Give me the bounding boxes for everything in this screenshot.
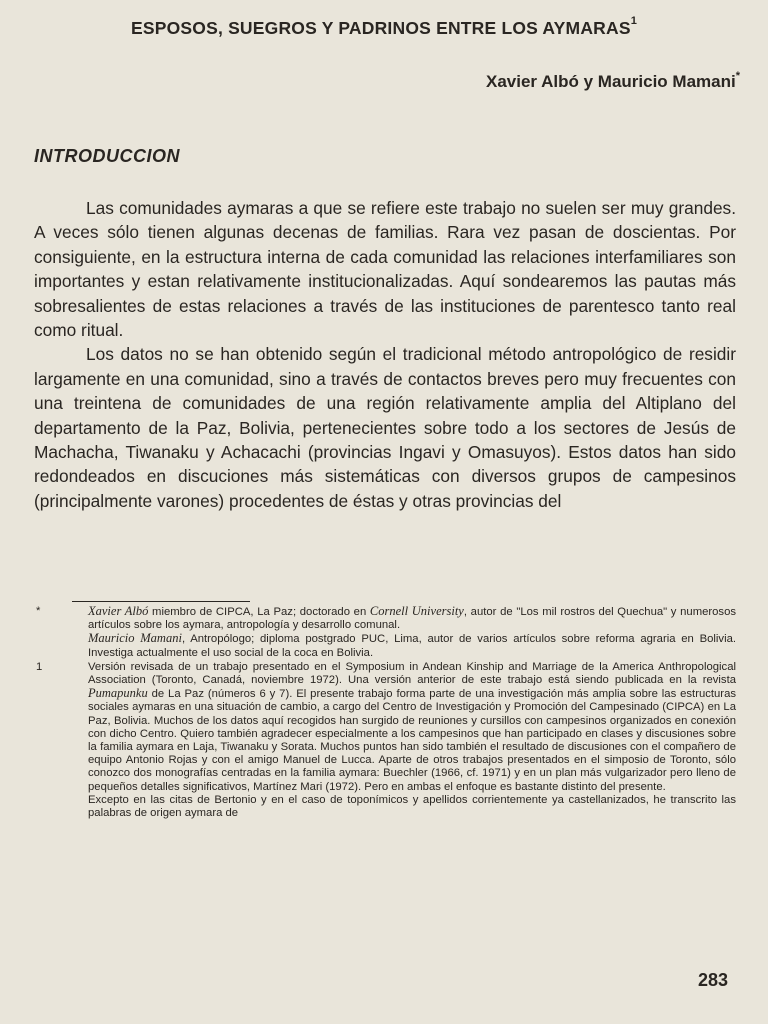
page-number: 283 — [697, 970, 728, 990]
section-heading: INTRODUCCION — [34, 146, 180, 166]
footnote-body — [88, 605, 736, 660]
footnote-mark: 1 — [36, 660, 43, 673]
authors-text: Xavier Albó y Mauricio Mamani — [485, 72, 736, 91]
body-text — [34, 196, 736, 513]
footnote-text: de La Paz (números 6 y 7). El presente trabajo forma parte de una investigación más amplia sobre las estructuras sociales aymaras en una situación de cambio, a cargo del Centro de Investigación y Promoción del Campesinado (CIPCA) en La Paz, Bolivia. Muchos de los datos aquí recogidos han surgido de reuniones y cursillos con campesinos organizados en conexión con dicho Centro. Quiero también agradecer especialmente a los campesinos que han participado en clases y discusiones sobre la familia aymara en Laja, Tiwanaku y Sorata. Muchos puntos han sido también el resultado de discusiones con el compañero de equipo Antonio Rojas y con el amigo Manuel de Lucca. Aparte de otros trabajos presentados en el simposio de Toronto, sólo conozco dos monografías centradas en la familia aymara: Buechler (1966, cf. 1971) y en un plan más vulgarizador pero lleno de pequeños detalles significativos, Martínez Mari (1972). Pero en ambas el enfoque es bastante distinto del presente. — [88, 688, 736, 793]
author-name: Xavier Albó — [88, 604, 149, 618]
footnote-authors — [34, 605, 736, 660]
institution-name: Cornell University — [369, 604, 464, 618]
footnote-line — [88, 632, 736, 659]
article-title — [0, 15, 768, 39]
footnote-text: miembro de CIPCA, La Paz; doctorado en — [148, 606, 370, 618]
footnote-paragraph — [88, 661, 736, 794]
title-footnote-marker: 1 — [630, 15, 638, 27]
footnote-1 — [34, 661, 736, 820]
article-title-text: ESPOSOS, SUEGROS Y PADRINOS ENTRE LOS AYMARAS — [130, 18, 631, 38]
footnote-text: , autor de "Los mil rostros del Quechua" y numerosos artículos sobre los aymara, antropología y desarrollo comunal. — [88, 606, 737, 632]
paragraph: Las comunidades aymaras a que se refiere este trabajo no suelen ser muy grandes. A veces sólo tienen algunas decenas de familias. Rara vez pasan de doscientas. Por consiguiente, en la estructura interna de cada comunidad las relaciones interfamiliares son importantes y estan relativamente institucionalizadas. Aquí sondearemos las pautas más sobresalientes de estas relaciones a través de las instituciones de parentesco tanto real como ritual. — [34, 198, 736, 341]
authors-footnote-marker: * — [735, 70, 740, 82]
footnote-divider — [72, 601, 250, 602]
footnote-line — [88, 605, 736, 632]
journal-name: Pumapunku — [88, 686, 148, 701]
footnote-text: , Antropólogo; diploma postgrado PUC, Lima, autor de varios artículos sobre reforma agraria en Bolivia. Investiga actualmente el uso social de la coca en Bolivia. — [88, 633, 736, 659]
footnote-paragraph — [88, 794, 736, 820]
article-authors — [486, 72, 740, 92]
paragraph: Los datos no se han obtenido según el tradicional método antropológico de residir largamente en una comunidad, sino a través de contactos breves pero muy frecuentes con una treintena de comunidades de una región relativamente amplia del Altiplano del departamento de la Paz, Bolivia, pertenecientes sobre todo a los sectores de Jesús de Machacha, Tiwanaku y Achacachi (provincias Ingavi y Omasuyos). Estos datos han sido redondeados en discuciones más sistemáticas con diversos grupos de campesinos (principalmente varones) procedentes de éstas y otras provincias del — [34, 344, 736, 511]
footnote-mark: * — [36, 605, 41, 617]
footnotes — [34, 605, 736, 821]
footnote-text: Versión revisada de un trabajo presentado en el Symposium in Andean Kinship and Marriage de la America Anthropological Association (Toronto, Canadá, noviembre 1972). Una versión anterior de este trabajo está siendo publicada en la revista — [88, 660, 736, 687]
author-name: Mauricio Mamani — [88, 631, 182, 646]
footnote-body — [88, 661, 736, 820]
footnote-text: Excepto en las citas de Bertonio y en el caso de toponímicos y apellidos corrientemente ya castellanizados, he transcrito las palabras de origen aymara de — [88, 793, 736, 820]
